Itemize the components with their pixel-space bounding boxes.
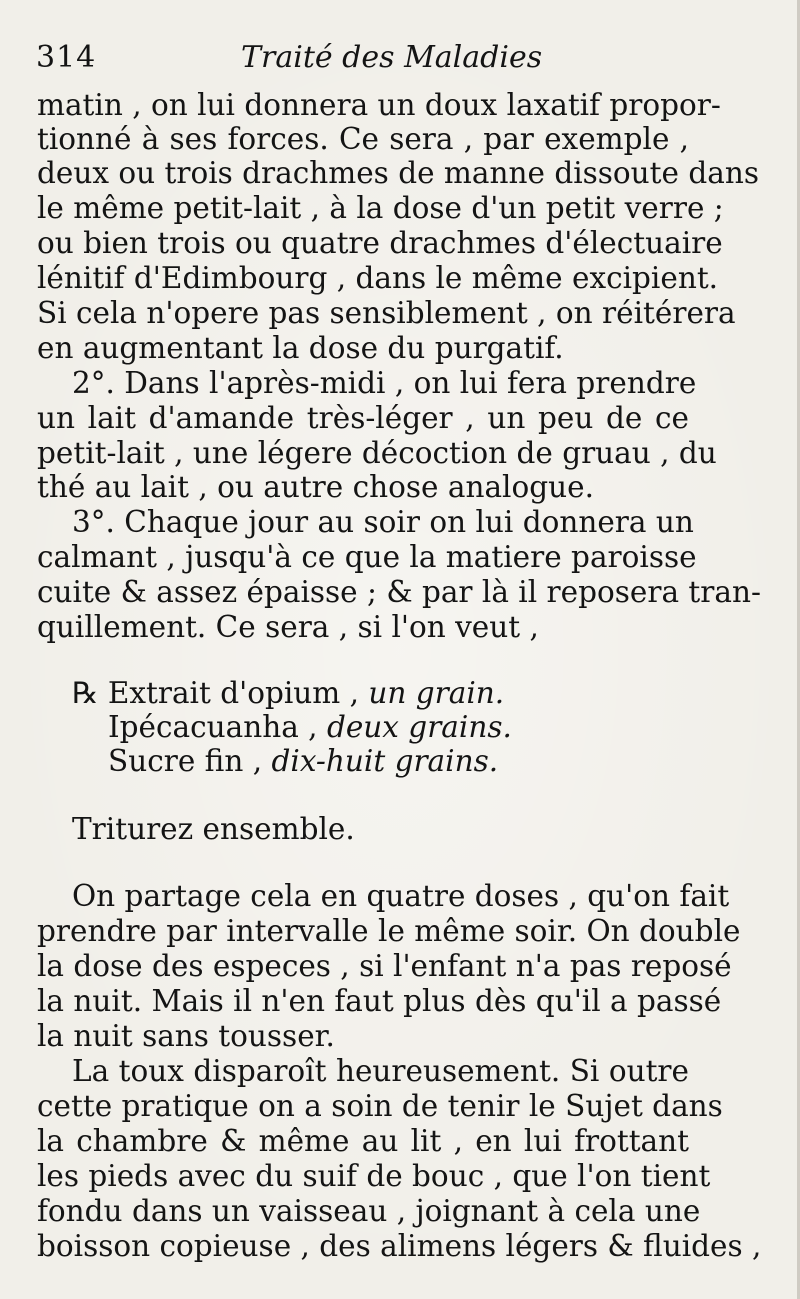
- text-line: calmant , jusqu'à ce que la matiere paroisse: [37, 540, 697, 574]
- ingredient-dose: un grain.: [368, 676, 505, 710]
- text-line: le même petit-lait , à la dose d'un petit verre ;: [37, 191, 724, 225]
- instruction-line: Triturez ensemble.: [72, 812, 355, 846]
- ingredient-dose: deux grains.: [326, 710, 512, 744]
- text-line: Si cela n'opere pas sensiblement , on réitérera: [37, 296, 736, 330]
- text-line: cette pratique on a soin de tenir le Sujet dans: [37, 1089, 723, 1123]
- prescription-line: [108, 744, 498, 778]
- text-line: boisson copieuse , des alimens légers & fluides ,: [37, 1229, 762, 1263]
- text-line: cuite & assez épaisse ; & par là il reposera tran-: [37, 575, 761, 609]
- text-line: la chambre & même au lit , en lui frottant: [37, 1124, 689, 1158]
- page-header: [36, 40, 760, 80]
- prescription-line: [108, 710, 512, 744]
- ingredient-name: Sucre fin ,: [108, 744, 263, 778]
- text-line: la nuit sans tousser.: [37, 1019, 335, 1053]
- text-line: On partage cela en quatre doses , qu'on fait: [72, 879, 730, 913]
- ingredient-name: Extrait d'opium ,: [107, 676, 360, 710]
- text-line: matin , on lui donnera un doux laxatif propor-: [37, 88, 721, 122]
- ingredient-name: Ipécacuanha ,: [108, 710, 318, 744]
- text-line: tionné à ses forces. Ce sera , par exemple ,: [37, 122, 689, 156]
- running-title: Traité des Maladies: [241, 40, 543, 75]
- prescription-line: [72, 676, 504, 710]
- text-line: en augmentant la dose du purgatif.: [37, 331, 564, 365]
- text-line: la nuit. Mais il n'en faut plus dès qu'il a passé: [37, 984, 722, 1018]
- recipe-symbol: ℞: [72, 676, 99, 710]
- text-line: un lait d'amande très-léger , un peu de ce: [37, 401, 689, 435]
- text-line: prendre par intervalle le même soir. On double: [37, 914, 741, 948]
- text-line: la dose des especes , si l'enfant n'a pas reposé: [37, 949, 732, 983]
- ingredient-dose: dix-huit grains.: [271, 744, 499, 778]
- page-number: 314: [36, 40, 97, 75]
- text-line: les pieds avec du suif de bouc , que l'on tient: [37, 1159, 711, 1193]
- text-line: lénitif d'Edimbourg , dans le même excipient.: [37, 261, 719, 295]
- text-line: petit-lait , une légere décoction de gruau , du: [37, 436, 717, 470]
- text-line: thé au lait , ou autre chose analogue.: [37, 470, 594, 504]
- text-line: 2°. Dans l'après-midi , on lui fera prendre: [72, 366, 697, 400]
- text-line: La toux disparoît heureusement. Si outre: [72, 1054, 689, 1088]
- text-line: fondu dans un vaisseau , joignant à cela une: [37, 1194, 701, 1228]
- text-line: deux ou trois drachmes de manne dissoute dans: [37, 156, 759, 190]
- text-line: 3°. Chaque jour au soir on lui donnera un: [72, 505, 694, 539]
- text-line: quillement. Ce sera , si l'on veut ,: [37, 610, 539, 644]
- text-line: ou bien trois ou quatre drachmes d'électuaire: [37, 226, 723, 260]
